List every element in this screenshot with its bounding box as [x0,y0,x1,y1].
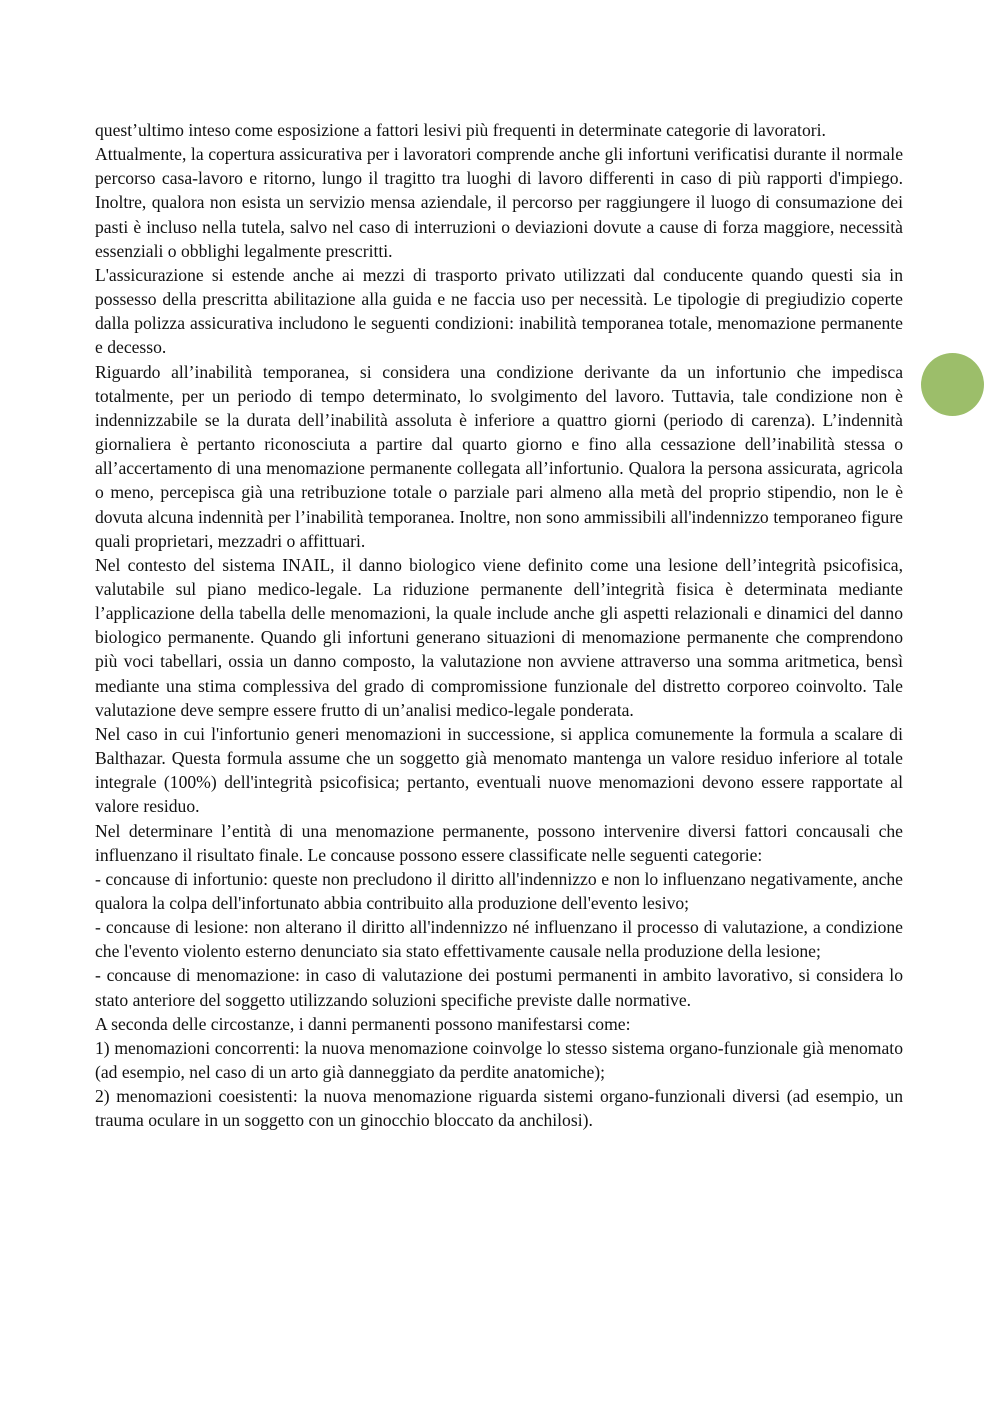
list-item-concause-lesione: - concause di lesione: non alterano il diritto all'indennizzo né influenzano il processo di valutazione, a condizione che l'evento violento esterno denunciato sia stato effettivamente causale nella produzione della lesione; [95,917,903,962]
body-text [95,118,903,1133]
paragraph-3: L'assicurazione si estende anche ai mezzi di trasporto privato utilizzati dal conducente quando questi sia in possesso della prescritta abilitazione alla guida e ne faccia uso per necessità. Le tipologie di pregiudizio coperte dalla polizza assicurativa includono le seguenti condizioni: inabilità temporanea totale, menomazione permanente e decesso. [95,264,903,358]
green-circle-decoration [921,353,984,416]
list-item-menomazioni-concorrenti: 1) menomazioni concorrenti: la nuova menomazione coinvolge lo stesso sistema organo-funzionale già menomato (ad esempio, nel caso di un arto già danneggiato da perdite anatomiche); [95,1037,903,1083]
paragraph-8: A seconda delle circostanze, i danni permanenti possono manifestarsi come: [95,1013,631,1034]
list-item-concause-infortunio: - concause di infortunio: queste non precludono il diritto all'indennizzo e non lo influenzano negativamente, anche qualora la colpa dell'infortunato abbia contribuito alla produzione dell'evento lesivo; [95,868,903,913]
paragraph-6: Nel caso in cui l'infortunio generi menomazioni in successione, si applica comunemente la formula a scalare di Balthazar. Questa formula assume che un soggetto già menomato mantenga un valore residuo inferiore al totale integrale (100%) dell'integrità psicofisica; pertanto, eventuali nuove menomazioni devono essere rapportate al valore residuo. [95,723,903,817]
paragraph-4: Riguardo all’inabilità temporanea, si considera una condizione derivante da un infortunio che impedisca totalmente, per un periodo di tempo determinato, lo svolgimento del lavoro. Tuttavia, tale condizione non è indennizzabile se la durata dell’inabilità assoluta è inferiore a quattro giorni (periodo di carenza). L’indennità giornaliera è pertanto riconosciuta a partire dal quarto giorno e fino alla cessazione dell’inabilità stessa o all’accertamento di una menomazione permanente collegata all’infortunio. Qualora la persona assicurata, agricola o meno, percepisca già una retribuzione totale o parziale pari almeno alla metà del proprio stipendio, non le è dovuta alcuna indennità per l’inabilità temporanea. Inoltre, non sono ammissibili all'indennizzo temporaneo figure quali proprietari, mezzadri o affittuari. [95,361,903,551]
paragraph-1: quest’ultimo inteso come esposizione a fattori lesivi più frequenti in determinate categorie di lavoratori. [95,120,826,140]
paragraph-5: Nel contesto del sistema INAIL, il danno biologico viene definito come una lesione dell’integrità psicofisica, valutabile sul piano medico-legale. La riduzione permanente dell’integrità fisica è determinata mediante l’applicazione della tabella delle menomazioni, la quale include anche gli aspetti relazionali e dinamici del danno biologico permanente. Quando gli infortuni generano situazioni di menomazione permanente che comprendono più voci tabellari, ossia un danno composto, la valutazione non avviene attraverso una somma aritmetica, bensì mediante una stima complessiva del grado di compromissione funzionale del distretto corporeo coinvolto. Tale valutazione deve sempre essere frutto di un’analisi medico-legale ponderata. [95,554,903,720]
paragraph-2: Attualmente, la copertura assicurativa per i lavoratori comprende anche gli infortuni verificatisi durante il normale percorso casa-lavoro e ritorno, lungo il tragitto tra luoghi di lavoro differenti in caso di più rapporti d'impiego. Inoltre, qualora non esista un servizio mensa aziendale, il percorso per raggiungere il luogo di consumazione dei pasti è incluso nella tutela, salvo nel caso di interruzioni o deviazioni dovute a cause di forza maggiore, necessità essenziali o obblighi legalmente prescritti. [95,144,903,261]
paragraph-7: Nel determinare l’entità di una menomazione permanente, possono intervenire diversi fattori concausali che influenzano il risultato finale. Le concause possono essere classificate nelle seguenti categorie: [95,820,903,865]
list-item-concause-menomazione: - concause di menomazione: in caso di valutazione dei postumi permanenti in ambito lavorativo, si considera lo stato anteriore del soggetto utilizzando soluzioni specifiche previste dalle normative. [95,965,903,1010]
list-item-menomazioni-coesistenti: 2) menomazioni coesistenti: la nuova menomazione riguarda sistemi organo-funzionali diversi (ad esempio, un trauma oculare in un soggetto con un ginocchio bloccato da anchilosi). [95,1086,903,1131]
